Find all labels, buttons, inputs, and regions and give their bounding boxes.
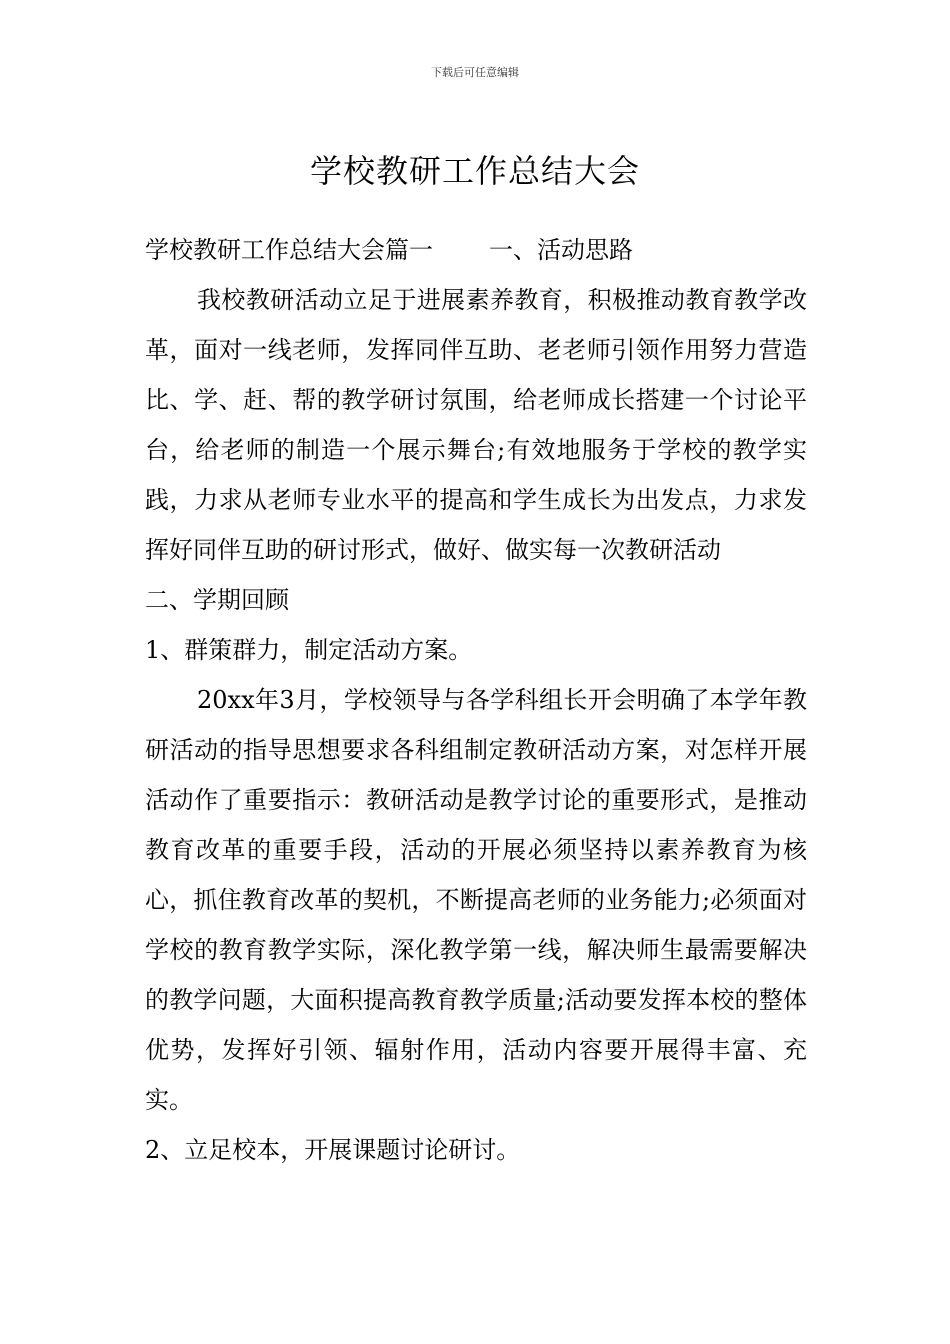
document-title: 学校教研工作总结大会 xyxy=(309,152,640,191)
section-heading-semester-review: 二、学期回顾 xyxy=(145,586,289,614)
section-label: 学校教研工作总结大会篇一 xyxy=(145,236,433,264)
subsection-heading-1: 1、群策群力，制定活动方案。 xyxy=(145,636,473,664)
paragraph-planning: 20xx年3月，学校领导与各学科组长开会明确了本学年教研活动的指导思想要求各科组制定教研活动方案，对怎样开展活动作了重要指示：教研活动是教学讨论的重要形式，是推动教育改革的重要手段，活动的开展必须坚持以素养教育为核心，抓住教育改革的契机，不断提高老师的业务能力;必须面对学校的教育教学实际，深化教学第一线，解决师生最需要解决的教学问题，大面积提高教育教学质量;活动要发挥本校的整体优势，发挥好引领、辐射作用，活动内容要开展得丰富、充实。 xyxy=(145,686,807,1114)
intro-line xyxy=(145,225,807,275)
subsection-heading-2: 2、立足校本，开展课题讨论研讨。 xyxy=(145,1136,521,1164)
paragraph-activity-approach: 我校教研活动立足于进展素养教育，积极推动教育教学改革，面对一线老师，发挥同伴互助、老老师引领作用努力营造比、学、赶、帮的教学研讨氛围，给老师成长搭建一个讨论平台，给老师的制造一个展示舞台;有效地服务于学校的教学实践，力求从老师专业水平的提高和学生成长为出发点，力求发挥好同伴互助的研讨形式，做好、做实每一次教研活动 xyxy=(145,286,807,564)
header-note: 下载后可任意编辑 xyxy=(431,66,519,79)
section-heading-activity-approach: 一、活动思路 xyxy=(489,236,633,264)
document-body xyxy=(145,225,807,1175)
